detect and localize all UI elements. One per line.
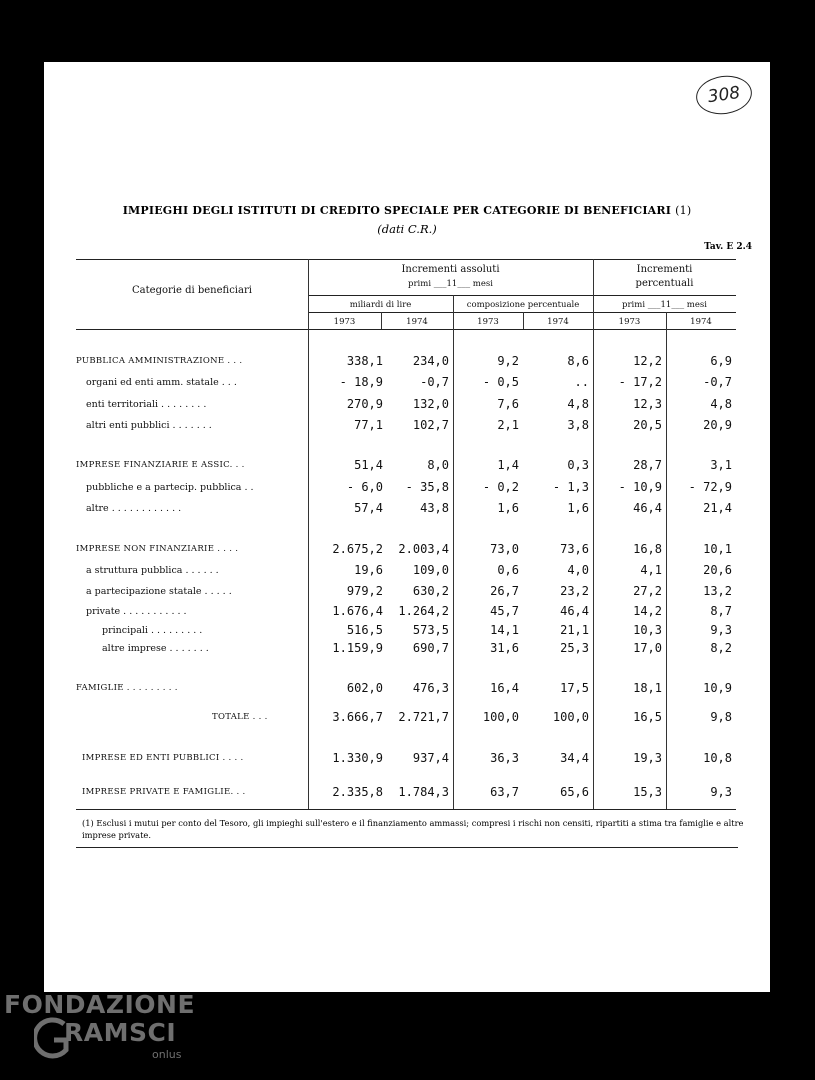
table-cell: 12,2	[633, 354, 662, 368]
header-incrementi: Incrementi	[636, 264, 693, 275]
row-label: IMPRESE PRIVATE E FAMIGLIE. . .	[82, 787, 246, 797]
logo-line-1: FONDAZIONE	[4, 990, 196, 1019]
table-cell: 630,2	[412, 584, 449, 598]
table-cell: 1.330,9	[332, 751, 383, 765]
table-cell: 20,5	[633, 418, 662, 432]
logo-line-2: RAMSCI	[64, 1018, 177, 1047]
table-cell: - 35,8	[405, 480, 449, 494]
row-label: a partecipazione statale . . . . .	[86, 586, 232, 597]
table-reference: Tav. E 2.4	[704, 242, 752, 252]
table-cell: 3,8	[567, 418, 589, 432]
title-footnote-ref: (1)	[675, 204, 692, 217]
table-cell: 2,1	[497, 418, 519, 432]
header-bottom-rule	[76, 329, 736, 330]
fondazione-gramsci-logo	[4, 990, 204, 1070]
table-cell: 7,6	[497, 397, 519, 411]
table-cell: 17,5	[560, 681, 589, 695]
table-cell: 132,0	[412, 397, 449, 411]
table-cell: 25,3	[560, 641, 589, 655]
table-cell: 6,9	[710, 354, 732, 368]
header-incrementi-assoluti: Incrementi assoluti	[401, 264, 500, 275]
row-label: TOTALE . . .	[212, 712, 268, 722]
row-label: PUBBLICA AMMINISTRAZIONE . . .	[76, 356, 243, 366]
table-cell: 14,1	[490, 623, 519, 637]
header-year: 1973	[477, 317, 499, 327]
table-cell: - 1,3	[552, 480, 589, 494]
table-cell: 16,4	[490, 681, 519, 695]
table-cell: 28,7	[633, 458, 662, 472]
table-bottom-rule	[76, 809, 736, 810]
table-cell: 1,6	[567, 501, 589, 515]
table-cell: 8,0	[427, 458, 449, 472]
table-cell: 937,4	[412, 751, 449, 765]
header-miliardi: miliardi di lire	[349, 300, 412, 310]
row-label: principali . . . . . . . . .	[102, 625, 203, 636]
table-cell: 20,6	[703, 563, 732, 577]
table-cell: 17,0	[633, 641, 662, 655]
table-cell: 100,0	[552, 710, 589, 724]
row-label: altri enti pubblici . . . . . . .	[86, 420, 212, 431]
table-cell: 26,7	[490, 584, 519, 598]
table-cell: 10,8	[703, 751, 732, 765]
table-cell: 573,5	[412, 623, 449, 637]
row-label: IMPRESE ED ENTI PUBBLICI . . . .	[82, 753, 244, 763]
table-top-rule	[76, 259, 736, 260]
year-divider-3	[666, 312, 667, 809]
row-label: altre imprese . . . . . . .	[102, 643, 209, 654]
table-cell: 73,6	[560, 542, 589, 556]
header-year: 1973	[618, 317, 641, 327]
table-cell: 1.264,2	[398, 604, 449, 618]
document-subtitle: (dati C.R.)	[377, 222, 437, 236]
logo-line-3: onlus	[152, 1048, 182, 1061]
table-cell: - 72,9	[688, 480, 732, 494]
table-cell: - 6,0	[346, 480, 383, 494]
table-cell: ..	[574, 375, 589, 389]
table-cell: 21,1	[560, 623, 589, 637]
header-rule-2	[308, 312, 736, 313]
table-cell: 10,1	[703, 542, 732, 556]
table-cell: - 18,9	[339, 375, 383, 389]
table-cell: 20,9	[703, 418, 732, 432]
table-cell: 27,2	[633, 584, 662, 598]
table-cell: 0,6	[497, 563, 519, 577]
table-cell: 4,8	[567, 397, 589, 411]
table-cell: 19,3	[633, 751, 662, 765]
table-cell: -0,7	[703, 375, 732, 389]
title-text: IMPIEGHI DEGLI ISTITUTI DI CREDITO SPECIALE PER CATEGORIE DI BENEFICIARI	[122, 204, 672, 217]
col-divider-1	[308, 259, 309, 809]
table-cell: 8,2	[710, 641, 732, 655]
table-cell: 21,4	[703, 501, 732, 515]
table-cell: 15,3	[633, 785, 662, 799]
table-cell: 9,8	[710, 710, 732, 724]
page-number-stamp: 308	[694, 72, 755, 117]
table-cell: - 0,5	[482, 375, 519, 389]
table-cell: 602,0	[346, 681, 383, 695]
table-cell: 2.675,2	[332, 542, 383, 556]
header-year: 1974	[547, 317, 569, 327]
footnote-rule	[76, 847, 738, 848]
table-cell: 338,1	[346, 354, 383, 368]
header-percentuali: percentuali	[635, 278, 694, 289]
table-cell: 102,7	[412, 418, 449, 432]
row-label: enti territoriali . . . . . . . .	[86, 399, 207, 410]
table-cell: 43,8	[420, 501, 449, 515]
table-cell: 9,3	[710, 785, 732, 799]
table-cell: 4,1	[640, 563, 662, 577]
table-cell: 65,6	[560, 785, 589, 799]
table-cell: - 0,2	[482, 480, 519, 494]
table-cell: 109,0	[412, 563, 449, 577]
document-title	[44, 204, 770, 217]
table-cell: 31,6	[490, 641, 519, 655]
table-cell: 2.335,8	[332, 785, 383, 799]
table-cell: 23,2	[560, 584, 589, 598]
header-year: 1974	[690, 317, 712, 327]
table-cell: 2.003,4	[398, 542, 449, 556]
table-cell: 516,5	[346, 623, 383, 637]
table-cell: 8,6	[567, 354, 589, 368]
row-label: private . . . . . . . . . . .	[86, 606, 187, 617]
table-cell: 46,4	[560, 604, 589, 618]
table-cell: 4,8	[710, 397, 732, 411]
header-year: 1973	[333, 317, 356, 327]
table-cell: 1,4	[497, 458, 519, 472]
row-label: IMPRESE FINANZIARIE E ASSIC. . .	[76, 460, 245, 470]
table-cell: 234,0	[412, 354, 449, 368]
table-cell: 77,1	[354, 418, 383, 432]
table-cell: 14,2	[633, 604, 662, 618]
table-cell: - 17,2	[618, 375, 662, 389]
header-rule-1	[308, 295, 736, 296]
document-page	[44, 62, 770, 992]
table-cell: 34,4	[560, 751, 589, 765]
footnote: (1) Esclusi i mutui per conto del Tesoro, gli impieghi sull'estero e il finanziamento ammassi; compresi i rischi non censiti, ripartiti a stima tra famiglie e altre imprese private.	[82, 818, 744, 840]
table-cell: 18,1	[633, 681, 662, 695]
table-cell: 270,9	[346, 397, 383, 411]
table-cell: 690,7	[412, 641, 449, 655]
table-cell: 10,3	[633, 623, 662, 637]
row-label: IMPRESE NON FINANZIARIE . . . .	[76, 544, 239, 554]
table-cell: 51,4	[354, 458, 383, 472]
table-cell: 1.676,4	[332, 604, 383, 618]
row-label: altre . . . . . . . . . . . .	[86, 503, 182, 514]
table-cell: 2.721,7	[398, 710, 449, 724]
table-cell: 100,0	[482, 710, 519, 724]
table-cell: - 10,9	[618, 480, 662, 494]
table-cell: 46,4	[633, 501, 662, 515]
header-composizione: composizione percentuale	[466, 300, 580, 310]
header-primi-mesi-2: primi ___11___ mesi	[622, 300, 707, 310]
header-categorie: Categorie di beneficiari	[132, 285, 252, 296]
row-label: a struttura pubblica . . . . . .	[86, 565, 219, 576]
table-cell: 10,9	[703, 681, 732, 695]
data-table	[76, 259, 736, 812]
header-primi-mesi: primi ___11___ mesi	[408, 279, 493, 289]
table-cell: 45,7	[490, 604, 519, 618]
table-cell: -0,7	[420, 375, 449, 389]
col-divider-3	[593, 259, 594, 809]
table-cell: 3.666,7	[332, 710, 383, 724]
table-cell: 36,3	[490, 751, 519, 765]
table-cell: 3,1	[710, 458, 732, 472]
table-cell: 16,8	[633, 542, 662, 556]
table-cell: 63,7	[490, 785, 519, 799]
row-label: pubbliche e a partecip. pubblica . .	[86, 482, 254, 493]
table-cell: 476,3	[412, 681, 449, 695]
col-divider-2	[453, 295, 454, 809]
table-cell: 979,2	[346, 584, 383, 598]
table-cell: 57,4	[354, 501, 383, 515]
table-cell: 16,5	[633, 710, 662, 724]
table-cell: 1.159,9	[332, 641, 383, 655]
table-cell: 0,3	[567, 458, 589, 472]
table-cell: 1,6	[497, 501, 519, 515]
table-cell: 19,6	[354, 563, 383, 577]
table-cell: 4,0	[567, 563, 589, 577]
table-cell: 73,0	[490, 542, 519, 556]
row-label: organi ed enti amm. statale . . .	[86, 377, 237, 388]
row-label: FAMIGLIE . . . . . . . . .	[76, 683, 178, 693]
table-cell: 9,3	[710, 623, 732, 637]
table-cell: 12,3	[633, 397, 662, 411]
table-cell: 13,2	[703, 584, 732, 598]
table-cell: 9,2	[497, 354, 519, 368]
header-year: 1974	[406, 317, 428, 327]
table-cell: 8,7	[710, 604, 732, 618]
table-cell: 1.784,3	[398, 785, 449, 799]
